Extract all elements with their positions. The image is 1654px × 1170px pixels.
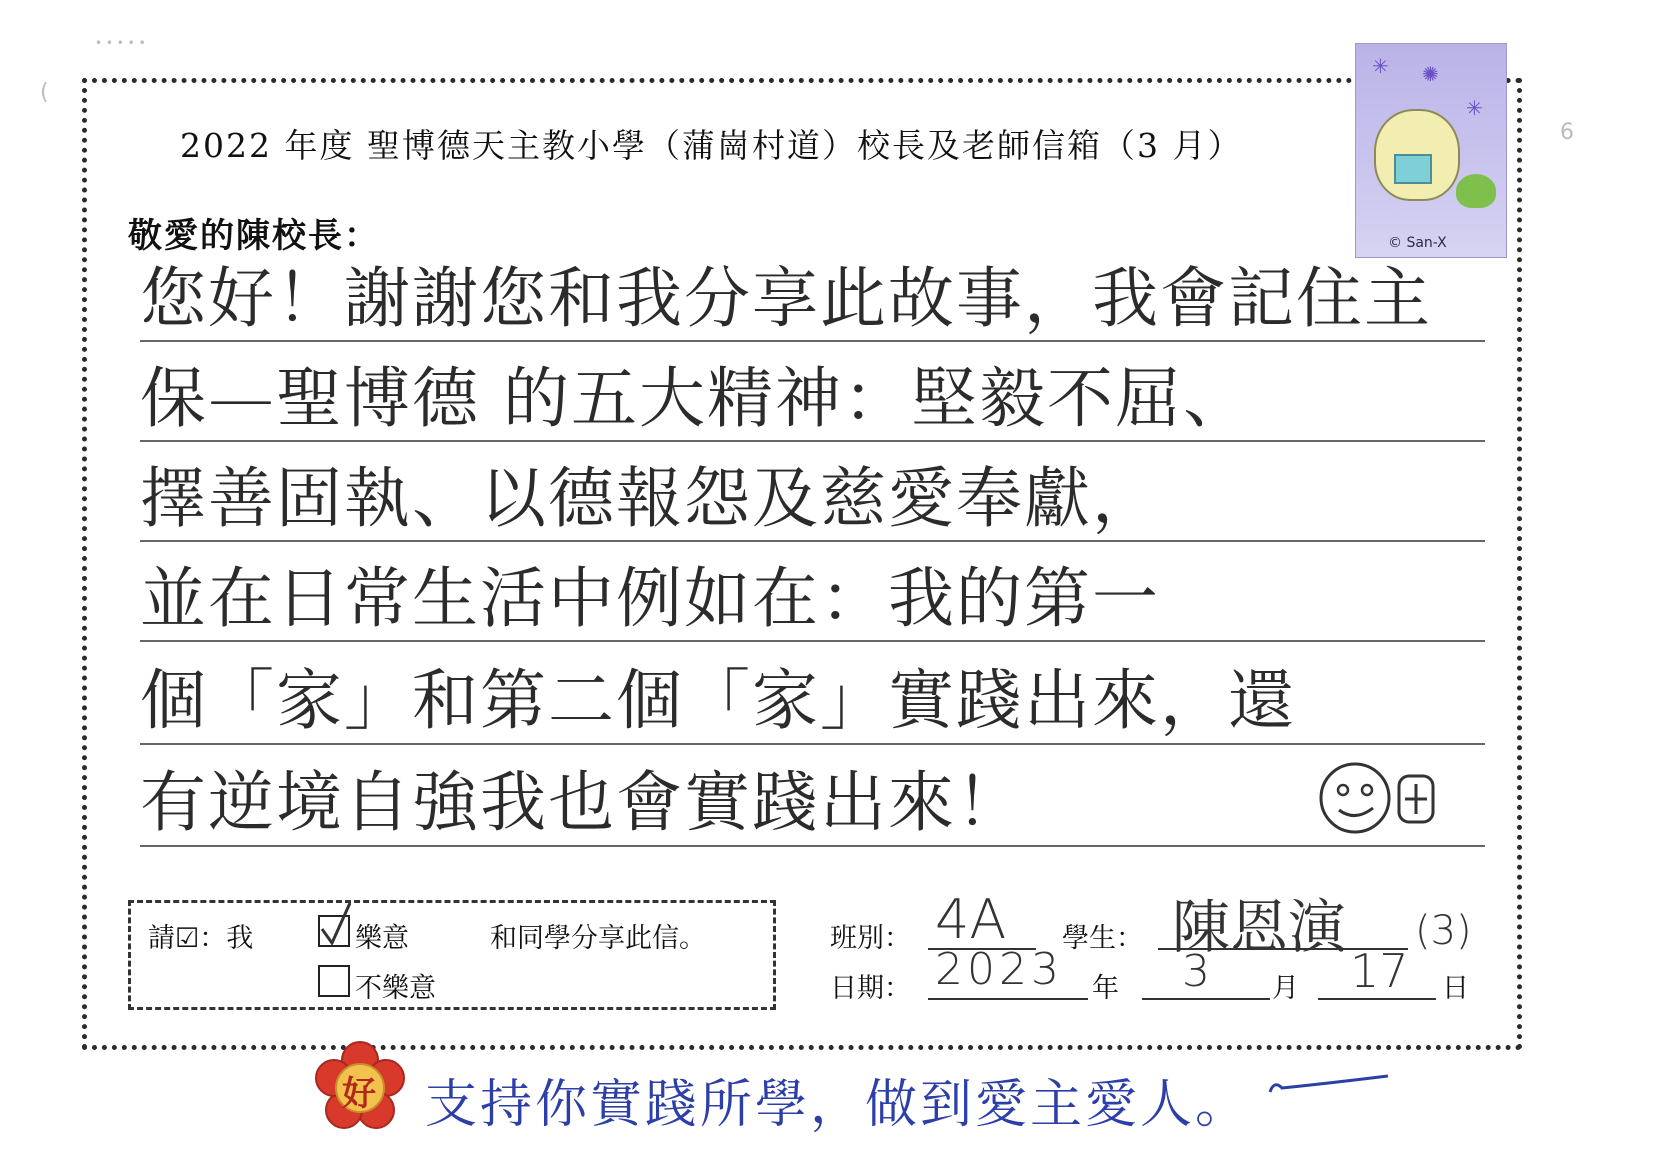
letter-line: 您好！謝謝您和我分享此故事，我會記住主 <box>140 260 1432 337</box>
badge-text: 好 <box>342 1074 376 1114</box>
ruled-line <box>140 440 1485 442</box>
letter-line: 有逆境自強我也會實踐出來！ <box>140 764 1024 841</box>
consent-prompt: 請☑：我 <box>148 923 254 954</box>
consent-suffix: 和同學分享此信。 <box>490 923 706 954</box>
agree-label: 樂意 <box>355 923 409 954</box>
student-value: 陳恩演 <box>1172 893 1347 961</box>
day-underline <box>1318 998 1436 1000</box>
date-label: 日期： <box>830 973 911 1004</box>
letter-line: 並在日常生活中例如在：我的第一 <box>140 560 1160 637</box>
sparkle-icon: ✳ <box>1372 54 1389 78</box>
scan-mark: ( <box>40 80 49 105</box>
page-title: 2022 年度 聖博德天主教小學（蒲崗村道）校長及老師信箱（3 月） <box>180 126 1243 165</box>
teacher-comment: 支持你實踐所學，做到愛主愛人。 <box>425 1075 1251 1135</box>
sparkle-icon: ✳ <box>1466 96 1483 120</box>
scan-mark: 6 <box>1560 120 1574 145</box>
agree-checkbox[interactable] <box>318 915 350 947</box>
book-icon <box>1394 154 1432 184</box>
year-value: 2023 <box>935 944 1063 995</box>
ruled-line <box>140 340 1485 342</box>
class-value: 4A <box>935 888 1007 951</box>
ruled-line <box>140 640 1485 642</box>
ruled-line <box>140 845 1485 847</box>
month-label: 月 <box>1272 973 1299 1004</box>
day-value: 17 <box>1350 944 1409 998</box>
scan-mark: • • • • • <box>95 36 146 50</box>
month-value: 3 <box>1182 946 1210 997</box>
letter-line: 個「家」和第二個「家」實踐出來，還 <box>140 662 1296 739</box>
salutation: 敬愛的陳校長： <box>128 216 380 256</box>
disagree-label: 不樂意 <box>355 973 436 1004</box>
smiley-doodle <box>1315 758 1445 838</box>
year-underline <box>928 998 1088 1000</box>
good-stamp-badge <box>312 1040 408 1136</box>
day-label: 日 <box>1442 973 1469 1004</box>
month-underline <box>1142 998 1270 1000</box>
disagree-checkbox[interactable] <box>318 965 350 997</box>
letter-line: 保—聖博德 的五大精神：堅毅不屈、 <box>140 360 1251 437</box>
letter-line: 擇善固執、以德報怨及慈愛奉獻， <box>140 460 1160 537</box>
student-number: (3) <box>1415 908 1472 954</box>
sticker <box>1355 43 1507 258</box>
grass-character-icon <box>1456 174 1496 208</box>
ruled-line <box>140 743 1485 745</box>
student-label: 學生： <box>1062 923 1143 954</box>
ruled-line <box>140 540 1485 542</box>
comment-stroke <box>1262 1070 1392 1100</box>
class-label: 班別： <box>830 923 911 954</box>
year-label: 年 <box>1092 973 1119 1004</box>
sticker-copyright: © San-X <box>1388 235 1447 251</box>
sparkle-icon: ✺ <box>1422 62 1439 86</box>
